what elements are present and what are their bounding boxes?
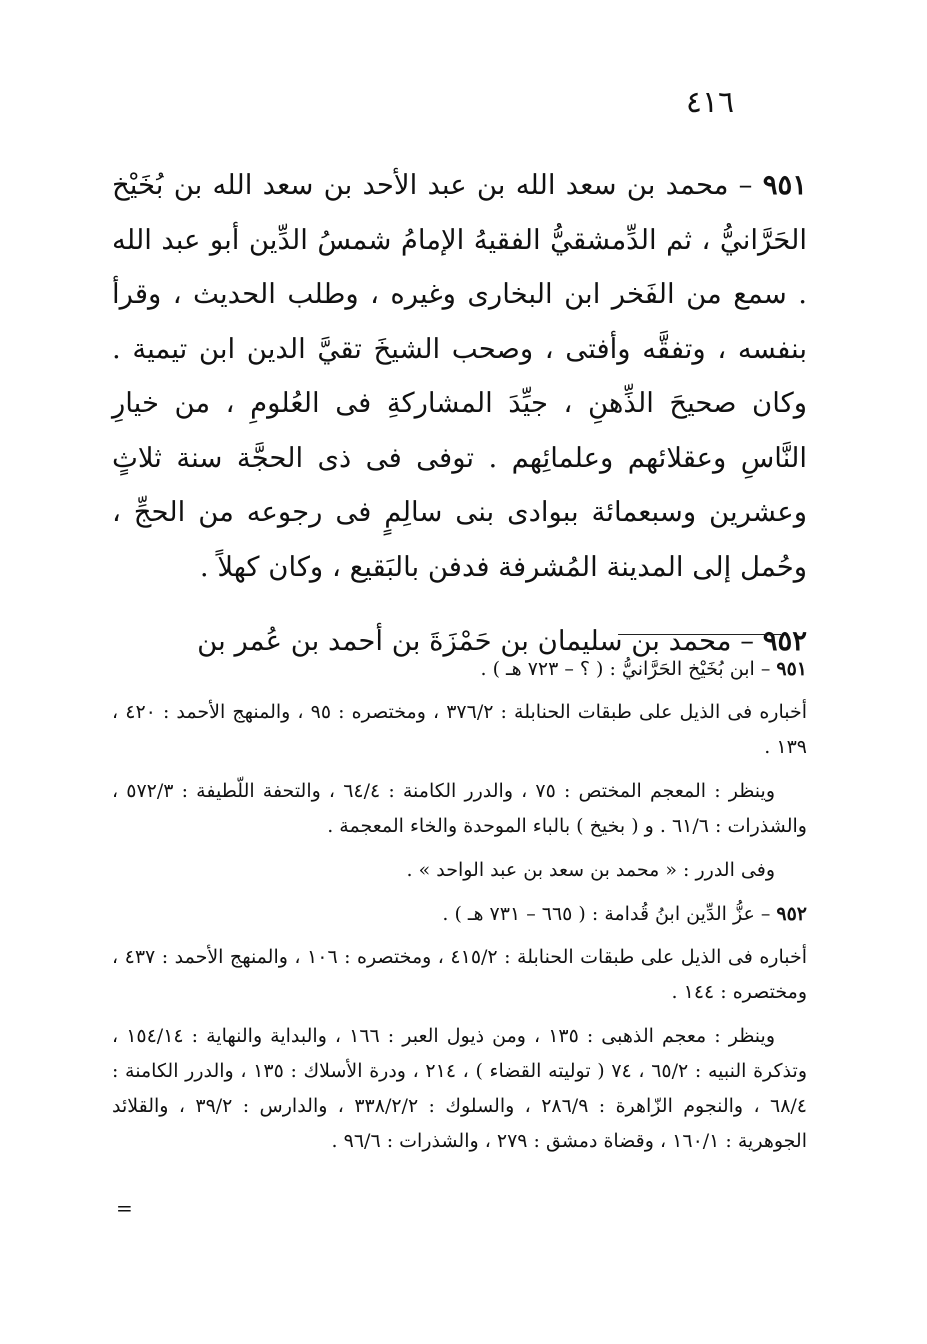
footnotes (112, 652, 807, 1168)
footnote-952-sources: أخباره فى الذيل على طبقات الحنابلة : ٤١٥/٢ ، ومختصره : ١٠٦ ، والمنهج الأحمد : ٤٣٧ ، ومختصره : ١٤٤ . (112, 946, 807, 1003)
page-number: ٤١٦ (685, 85, 735, 120)
entry-951 (112, 158, 807, 594)
footnote-heading: – عزُّ الدِّين ابنُ قُدامة : ( ٦٦٥ – ٧٣١ هـ ) . (442, 903, 777, 925)
entry-number: ٩٥١ (762, 169, 807, 201)
footnote-separator (618, 634, 781, 635)
entry-text: – محمد بن سعد الله بن عبد الأحد بن سعد الله بن بُخَيْخ الحَرَّانيُّ ، ثم الدِّمشقيُّ الفقيهُ الإمامُ شمسُ الدِّين أبو عبد الله . سمع من الفَخر ابن البخارى وغيره ، وطلب الحديث ، وقرأ بنفسه ، وتفقَّه وأفتى ، وصحب الشيخَ تقيَّ الدين ابن تيمية . وكان صحيحَ الذِّهنِ ، جيِّدَ المشاركةِ فى العُلومِ ، من خيارِ النَّاسِ وعقلائهم وعلمائِهم . توفى فى ذى الحجَّة سنة ثلاثٍ وعشرين وسبعمائة ببوادى بنى سالِمٍ فى رجوعه من الحجِّ ، وحُمل إلى المدينة المُشرفة فدفن بالبَقيع ، وكان كهلاً . (112, 169, 807, 583)
footnote-951-remark: وفى الدرر : « محمد بن سعد بن عبد الواحد » . (406, 859, 775, 881)
footnote-952-head (112, 897, 807, 932)
footnote-951-see-also: وينظر : المعجم المختص : ٧٥ ، والدرر الكامنة : ٦٤/٤ ، والتحفة اللّطيفة : ٥٧٢/٣ ، والشذرات : ٦١/٦ . و ( بخيخ ) بالباء الموحدة والخاء المعجمة . (112, 780, 807, 837)
main-text (112, 158, 807, 669)
footnote-951-head (112, 652, 807, 687)
footnote-952-see-also: وينظر : معجم الذهبى : ١٣٥ ، ومن ذيول العبر : ١٦٦ ، والبداية والنهاية : ١٥٤/١٤ ، وتذكرة النبيه : ٦٥/٢ ، ٧٤ ( توليته القضاء ) ، ٢١٤ ، ودرة الأسلاك : ١٣٥ ، والدرر الكامنة : ٦٨/٤ ، والنجوم الزّاهرة : ٢٨٦/٩ ، والسلوك : ٣٣٨/٢/٢ ، والدارس : ٣٩/٢ ، والقلائد الجوهرية : ١٦٠/١ ، وقضاة دمشق : ٢٧٩ ، والشذرات : ٩٦/٦ . (112, 1025, 808, 1152)
footnote-number: ٩٥٢ (776, 903, 807, 925)
footnote-number: ٩٥١ (776, 658, 807, 680)
footnote-951-sources: أخباره فى الذيل على طبقات الحنابلة : ٣٧٦/٢ ، ومختصره : ٩٥ ، والمنهج الأحمد : ٤٢٠ ، ١٣٩ . (112, 701, 808, 758)
continuation-mark: = (116, 1196, 133, 1220)
entry-number: ٩٥٢ (762, 625, 807, 657)
entry-text: – محمد بن سليمان بن حَمْزَةَ بن أحمد بن عُمر بن (197, 625, 763, 657)
footnote-heading: – ابن بُخَيْخ الحَرَّانيُّ : ( ؟ – ٧٢٣ هـ ) . (480, 658, 777, 680)
